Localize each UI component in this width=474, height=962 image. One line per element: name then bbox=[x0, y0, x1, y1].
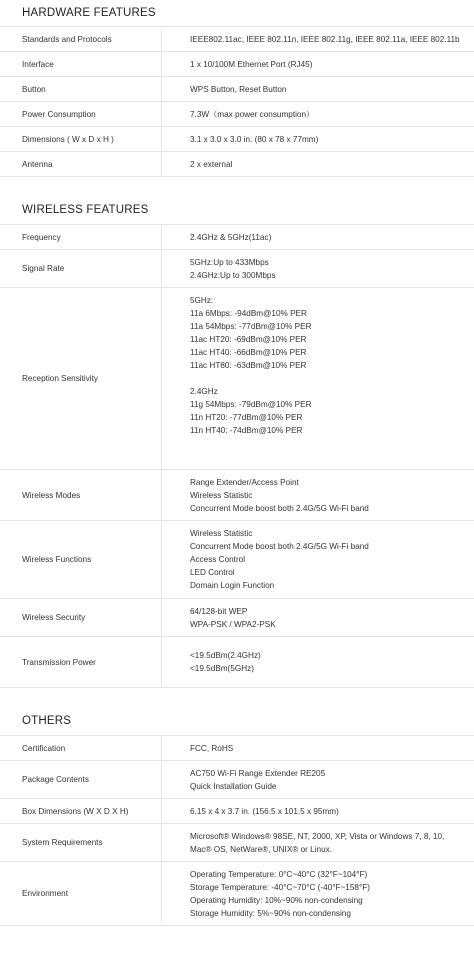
section-header-others bbox=[0, 710, 474, 736]
spec-label: Transmission Power bbox=[0, 637, 162, 687]
spec-value-line: Operating Temperature: 0°C~40°C (32°F~104°F) bbox=[190, 869, 368, 879]
spec-value-line: Storage Temperature: -40°C~70°C (-40°F~158°F) bbox=[190, 882, 370, 892]
spec-value-line: Domain Login Function bbox=[190, 581, 275, 590]
spec-value bbox=[162, 225, 474, 249]
spec-label: Wireless Security bbox=[0, 599, 162, 636]
spec-row bbox=[0, 599, 474, 637]
spec-label: Reception Sensitivity bbox=[0, 288, 162, 469]
spec-row bbox=[0, 736, 474, 761]
spec-value bbox=[162, 152, 474, 176]
spec-value-line: 1 x 10/100M Ethernet Port (RJ45) bbox=[190, 59, 313, 69]
spec-value-line: Microsoft® Windows® 98SE, NT, 2000, XP, Vista or Windows 7, 8, 10, Mac® OS, NetWare®, UNIX® or Linux. bbox=[190, 831, 445, 854]
spec-row bbox=[0, 27, 474, 52]
spec-row bbox=[0, 799, 474, 824]
spec-label: Package Contents bbox=[0, 761, 162, 798]
spec-value-line: 11g 54Mbps: -79dBm@10% PER bbox=[190, 400, 312, 409]
spec-value bbox=[162, 288, 474, 469]
spec-label: Dimensions ( W x D x H ) bbox=[0, 127, 162, 151]
spec-label: Antenna bbox=[0, 152, 162, 176]
spec-value-line: Wireless Statistic bbox=[190, 490, 253, 500]
spec-value bbox=[162, 599, 474, 636]
spec-value-line: 2.4GHz bbox=[190, 387, 218, 396]
spec-value bbox=[162, 736, 474, 760]
spec-value-line: Quick Installation Guide bbox=[190, 781, 277, 791]
spec-value bbox=[162, 761, 474, 798]
spec-value-line: LED Control bbox=[190, 568, 235, 577]
spec-value-line: 2.4GHz & 5GHz(11ac) bbox=[190, 232, 272, 242]
section-title: HARDWARE FEATURES bbox=[22, 7, 156, 19]
spec-value bbox=[162, 27, 474, 51]
spec-row bbox=[0, 288, 474, 470]
spec-value-line: 7.3W（max power consumption） bbox=[190, 109, 315, 119]
spec-value-line: 11n HT40: -74dBm@10% PER bbox=[190, 426, 303, 435]
spec-value-line: 11ac HT80: -63dBm@10% PER bbox=[190, 361, 307, 370]
spec-value-line: <19.5dBm(5GHz) bbox=[190, 664, 254, 673]
spec-label: Signal Rate bbox=[0, 250, 162, 287]
spec-row bbox=[0, 77, 474, 102]
spec-value bbox=[162, 470, 474, 520]
spec-label: Interface bbox=[0, 52, 162, 76]
spec-label: Button bbox=[0, 77, 162, 101]
spec-value bbox=[162, 52, 474, 76]
spec-label: Standards and Protocols bbox=[0, 27, 162, 51]
spec-value-line: 6.15 x 4 x 3.7 in. (156.5 x 101.5 x 95mm) bbox=[190, 806, 339, 816]
spec-row bbox=[0, 250, 474, 288]
spec-value bbox=[162, 824, 474, 861]
spec-value-line: 11n HT20: -77dBm@10% PER bbox=[190, 413, 303, 422]
spec-value bbox=[162, 77, 474, 101]
spec-value-line: 5GHz:Up to 433Mbps bbox=[190, 257, 269, 267]
spec-row bbox=[0, 521, 474, 599]
section-title: OTHERS bbox=[22, 715, 72, 727]
spec-value-line: Storage Humidity: 5%~90% non-condensing bbox=[190, 908, 351, 918]
spec-value-line: Access Control bbox=[190, 555, 246, 564]
spec-value bbox=[162, 521, 474, 598]
spec-value-line: Concurrent Mode boost both 2.4G/5G Wi-Fi band bbox=[190, 542, 369, 551]
spec-row bbox=[0, 102, 474, 127]
spec-value-line: Range Extender/Access Point bbox=[190, 477, 299, 487]
spec-label: Environment bbox=[0, 862, 162, 925]
spec-value-line: IEEE802.11ac, IEEE 802.11n, IEEE 802.11g, IEEE 802.11a, IEEE 802.11b bbox=[190, 34, 460, 44]
spec-value bbox=[162, 102, 474, 126]
spec-value-line: FCC, RoHS bbox=[190, 743, 234, 753]
spec-value-line: 5GHz: bbox=[190, 296, 214, 305]
spec-label: Certification bbox=[0, 736, 162, 760]
spec-table-hardware bbox=[0, 26, 474, 177]
spec-value-line: 64/128-bit WEP bbox=[190, 606, 248, 616]
spec-value-line: 11ac HT40: -66dBm@10% PER bbox=[190, 348, 307, 357]
spec-value-line: Wireless Statistic bbox=[190, 529, 253, 538]
spec-value-line: 2 x external bbox=[190, 159, 233, 169]
spec-table-wireless bbox=[0, 224, 474, 688]
section-title: WIRELESS FEATURES bbox=[22, 204, 149, 216]
spec-value-line: WPS Button, Reset Button bbox=[190, 84, 287, 94]
spec-row bbox=[0, 862, 474, 926]
spec-value-line: AC750 Wi-Fi Range Extender RE205 bbox=[190, 768, 326, 778]
spec-value-line: WPA-PSK / WPA2-PSK bbox=[190, 619, 276, 629]
spec-value-line: 11a 6Mbps: -94dBm@10% PER bbox=[190, 309, 307, 318]
spec-value-line: Concurrent Mode boost both 2.4G/5G Wi-Fi band bbox=[190, 503, 369, 513]
spec-row bbox=[0, 824, 474, 862]
spec-row bbox=[0, 761, 474, 799]
spec-label: Box Dimensions (W X D X H) bbox=[0, 799, 162, 823]
spec-table-others bbox=[0, 735, 474, 926]
spec-value-line: Operating Humidity: 10%~90% non-condensing bbox=[190, 895, 363, 905]
spec-label: Frequency bbox=[0, 225, 162, 249]
spec-row bbox=[0, 637, 474, 688]
section-header-hardware bbox=[0, 0, 474, 26]
spec-value-line: 11a 54Mbps: -77dBm@10% PER bbox=[190, 322, 312, 331]
spec-row bbox=[0, 52, 474, 77]
spec-label: Wireless Modes bbox=[0, 470, 162, 520]
section-header-wireless bbox=[0, 198, 474, 224]
spec-value-line bbox=[190, 372, 474, 385]
spec-value bbox=[162, 799, 474, 823]
spec-label: System Requirements bbox=[0, 824, 162, 861]
spec-value bbox=[162, 250, 474, 287]
spec-value bbox=[162, 637, 474, 687]
spec-row bbox=[0, 470, 474, 521]
spec-value-line: <19.5dBm(2.4GHz) bbox=[190, 651, 261, 660]
spec-value-line: 3.1 x 3.0 x 3.0 in. (80 x 78 x 77mm) bbox=[190, 134, 319, 144]
spec-value bbox=[162, 127, 474, 151]
spec-label: Power Consumption bbox=[0, 102, 162, 126]
spec-row bbox=[0, 225, 474, 250]
spec-value-line: 11ac HT20: -69dBm@10% PER bbox=[190, 335, 307, 344]
spec-value bbox=[162, 862, 474, 925]
spec-value-line: 2.4GHz:Up to 300Mbps bbox=[190, 270, 276, 280]
spec-label: Wireless Functions bbox=[0, 521, 162, 598]
spec-row bbox=[0, 152, 474, 177]
spec-row bbox=[0, 127, 474, 152]
